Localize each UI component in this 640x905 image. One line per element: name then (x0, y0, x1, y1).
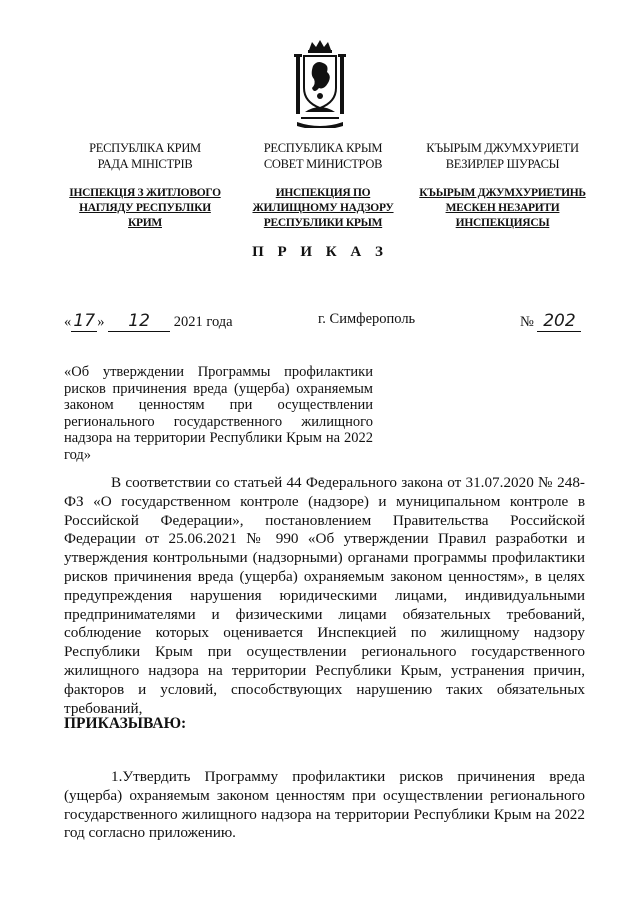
document-number (520, 311, 581, 332)
header-right-dept-line1: КЪЫРЫМ ДЖУМХУРИЕТИНЬ (419, 187, 586, 199)
header-left (60, 140, 230, 172)
number-label: № (520, 314, 534, 330)
header-center-dept (240, 186, 406, 231)
order-item-1: 1.Утвердить Программу профилактики рисков причинения вреда (ущерба) охраняемым законом ценностям при осуществлении регионального государственного жилищного надзора на территории Республики Крым на 2022 год согласно приложению. (64, 768, 585, 842)
document-subject: «Об утверждении Программы профилактики рисков причинения вреда (ущерба) охраняемым законом ценностям при осуществлении регионального государственного жилищного надзора на территории Республики Крым на 2022 год» (64, 364, 373, 463)
date-month: 12 (108, 311, 170, 332)
header-center-dept-line1: ИНСПЕКЦИЯ ПО (275, 187, 371, 199)
header-left-dept-line3: КРИМ (128, 217, 162, 229)
number-value: 202 (537, 311, 581, 332)
date-quote-close: » (97, 314, 105, 330)
date-quote-open: « (64, 314, 72, 330)
header-left-dept-line1: ІНСПЕКЦІЯ З ЖИТЛОВОГО (69, 187, 221, 199)
order-heading: ПРИКАЗЫВАЮ: (64, 715, 187, 732)
preamble-paragraph: В соответствии со статьей 44 Федерального закона от 31.07.2020 № 248-ФЗ «О государственном контроле (надзоре) и муниципальном контроле в Российской Федерации», постановлением Правительства Российской Федерации от 25.06.2021 № 990 «Об утверждении Правил разработки и утверждения контрольными (надзорными) органами программы профилактики рисков причинения вреда (ущерба) охраняемым законом ценностям», в целях предупреждения нарушения юридическими лицами, индивидуальными предпринимателями и физическими лицами обязательных требований, соблюдение которых оценивается Инспекцией по жилищному надзору Республики Крым при осуществлении регионального государственного жилищного надзора на территории Республики Крым, устранения причин, факторов и условий, способствующих нарушению таких обязательных требований, (64, 474, 585, 717)
header-left-dept (60, 186, 230, 231)
header-left-line2: РАДА МІНІСТРІВ (97, 157, 193, 171)
header-center-line2: СОВЕТ МИНИСТРОВ (263, 157, 383, 171)
header-left-line1: РЕСПУБЛІКА КРИМ (89, 141, 201, 155)
document-city: г. Симферополь (318, 311, 416, 327)
header-right (410, 140, 595, 172)
header-center-dept-line2: ЖИЛИЩНОМУ НАДЗОРУ (252, 202, 394, 214)
header-left-dept-line2: НАГЛЯДУ РЕСПУБЛІКИ (79, 202, 211, 214)
header-right-line2: ВЕЗИРЛЕР ШУРАСЫ (445, 157, 560, 171)
header-center-dept-line3: РЕСПУБЛИКИ КРЫМ (263, 217, 383, 229)
date-year: 2021 года (173, 314, 233, 330)
header-right-dept (410, 186, 595, 231)
document-date (64, 311, 233, 332)
document-title: П Р И К А З (252, 244, 388, 260)
header-right-line1: КЪЫРЫМ ДЖУМХУРИЕТИ (426, 141, 579, 155)
date-day: 17 (71, 311, 97, 332)
header-center-line1: РЕСПУБЛИКА КРЫМ (263, 141, 383, 155)
header-center (240, 140, 406, 172)
header-right-dept-line2: МЕСКЕН НЕЗАРИТИ (445, 202, 560, 214)
header-right-dept-line3: ИНСПЕКЦИЯСЫ (455, 217, 550, 229)
coat-of-arms-emblem (293, 38, 347, 128)
